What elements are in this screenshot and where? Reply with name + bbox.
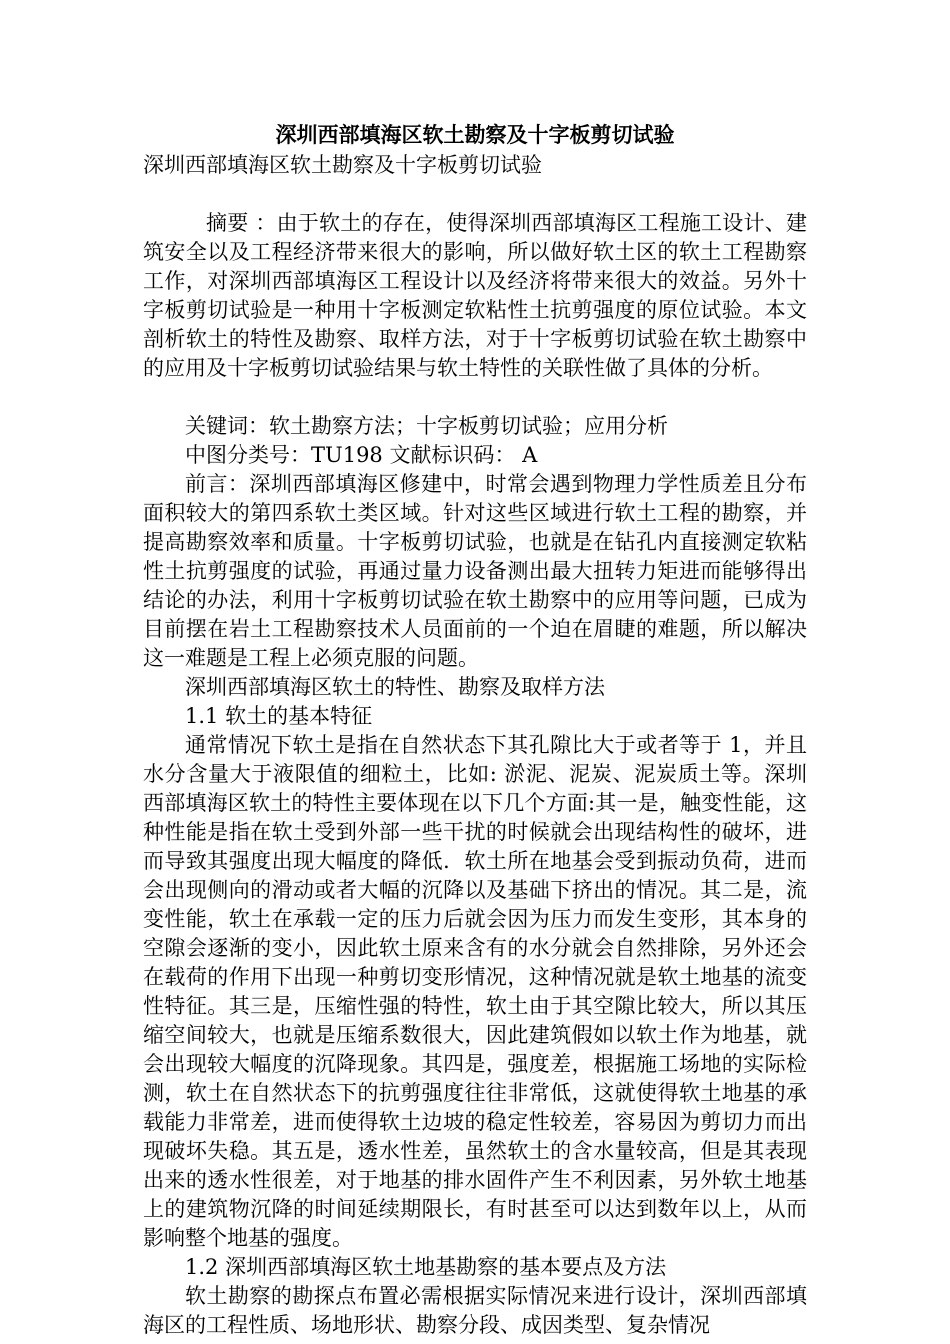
heading-1-1: 1.1 软土的基本特征: [185, 704, 373, 728]
document-title: 深圳西部填海区软土勘察及十字板剪切试验: [275, 122, 675, 147]
paragraph-1-1: 通常情况下软土是指在自然状态下其孔隙比大于或者等于 1，并且水分含量大于液限值的细粒土，比如: 淤泥、泥炭、泥炭质土等。深圳西部填海区软土的特性主要体现在以下几个方面:其一是，触变性能，这种性能是指在软土受到外部一些干扰的时候就会出现结构性的破坏，进而导致其强度出现大幅度的降低．软土所在地基会受到振动负荷，进而会出现侧向的滑动或者大幅的沉降以及基础下挤出的情况。其二是，流变性能，软土在承载一定的压力后就会因为压力而发生变形，其本身的空隙会逐渐的变小，因此软土原来含有的水分就会自然排除，另外还会在载荷的作用下出现一种剪切变形情况，这种情况就是软土地基的流变性特征。其三是，压缩性强的特性，软土由于其空隙比较大，所以其压缩空间较大，也就是压缩系数很大，因此建筑假如以软土作为地基，就会出现较大幅度的沉降现象。其四是，强度差，根据施工场地的实际检测，软土在自然状态下的抗剪强度往往非常低，这就使得软土地基的承载能力非常差，进而使得软土边坡的稳定性较差，容易因为剪切力而出现破坏失稳。其五是，透水性差，虽然软土的含水量较高，但是其表现出来的透水性很差，对于地基的排水固件产生不利因素，另外软土地基上的建筑物沉降的时间延续期限长，有时甚至可以达到数年以上，从而影响整个地基的强度。: [143, 733, 807, 1250]
heading-1-2: 1.2 深圳西部填海区软土地基勘察的基本要点及方法: [185, 1255, 667, 1279]
spacer: [143, 383, 807, 412]
preface-paragraph: 前言：深圳西部填海区修建中，时常会遇到物理力学性质差且分布面积较大的第四系软土类区域。针对这些区域进行软土工程的勘察，并提高勘察效率和质量。十字板剪切试验，也就是在钻孔内直接测定软粘性土抗剪强度的试验，再通过量力设备测出最大扭转力矩进而能够得出结论的办法，利用十字板剪切试验在软土勘察中的应用等问题，已成为目前摆在岩土工程勘察技术人员面前的一个迫在眉睫的难题，所以解决这一难题是工程上必须克服的问题。: [143, 472, 807, 670]
paragraph-1-2: 软土勘察的勘探点布置必需根据实际情况来进行设计，深圳西部填海区的工程性质、场地形状、勘察分段、成因类型、复杂情况: [143, 1284, 807, 1337]
document-page: [143, 120, 807, 1340]
spacer: [143, 180, 807, 209]
keywords-line: 关键词：软土勘察方法；十字板剪切试验；应用分析: [185, 414, 668, 438]
abstract-paragraph: 摘要 ：由于软土的存在，使得深圳西部填海区工程施工设计、建筑安全以及工程经济带来很大的影响，所以做好软土区的软土工程勘察工作，对深圳西部填海区工程设计以及经济将带来很大的效益。另外十字板剪切试验是一种用十字板测定软粘性土抗剪强度的原位试验。本文剖析软土的特性及勘察、取样方法，对于十字板剪切试验在软土勘察中的应用及十字板剪切试验结果与软土特性的关联性做了具体的分析。: [143, 211, 807, 380]
section-heading: 深圳西部填海区软土的特性、勘察及取样方法: [185, 675, 605, 699]
classification-line: 中图分类号：TU198 文献标识码： A: [185, 443, 538, 467]
document-subtitle: 深圳西部填海区软土勘察及十字板剪切试验: [143, 153, 542, 177]
